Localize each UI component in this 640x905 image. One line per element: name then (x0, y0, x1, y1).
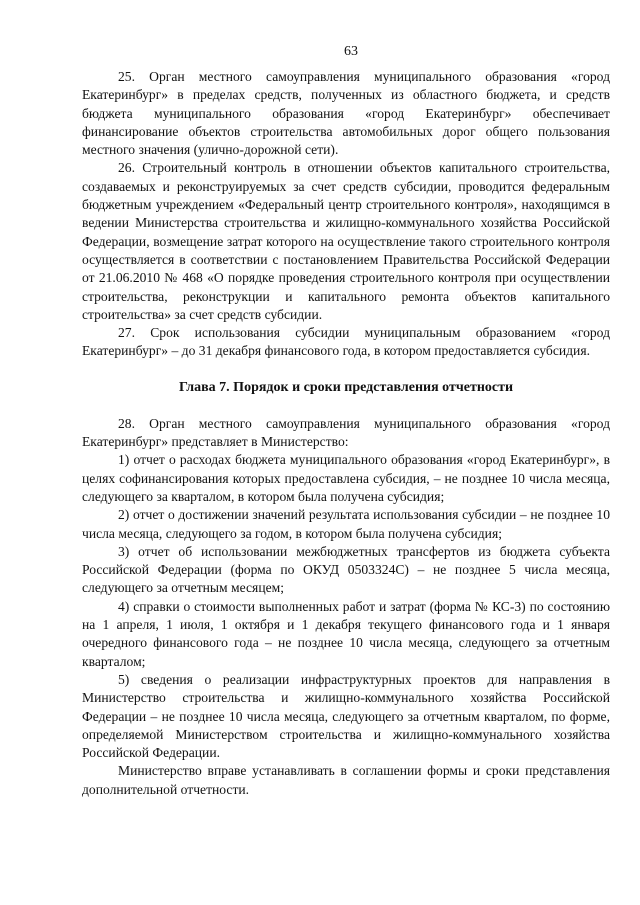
page-number: 63 (344, 44, 358, 59)
paragraph-28: 28. Орган местного самоуправления муниципального образования «город Екатеринбург» представляет в Министерство: (82, 415, 610, 450)
paragraph-26: 26. Строительный контроль в отношении объектов капитального строительства, создаваемых и реконструируемых за счет средств субсидии, проводится федеральным бюджетным учреждением «Федеральный центр строительного контроля», находящимся в ведении Министерства строительства и жилищно-коммунального хозяйства Российской Федерации, возмещение затрат которого на осуществление такого строительного контроля осуществляется в соответствии с постановлением Правительства Российской Федерации от 21.06.2010 № 468 «О порядке проведения строительного контроля при осуществлении строительства, реконструкции и капитального ремонта объектов капитального строительства» за счет средств субсидии. (82, 160, 610, 322)
list-item-3: 3) отчет об использовании межбюджетных трансфертов из бюджета субъекта Российской Федерации (форма по ОКУД 0503324С) – не позднее 5 числа месяца, следующего за отчетным месяцем; (82, 543, 610, 596)
list-item-5: 5) сведения о реализации инфраструктурных проектов для направления в Министерство строительства и жилищно-коммунального хозяйства Российской Федерации – не позднее 10 числа месяца, следующего за отчетным кварталом, по форме, определяемой Министерством строительства и жилищно-коммунального хозяйства Российской Федерации. (82, 671, 610, 761)
list-item-4: 4) справки о стоимости выполненных работ и затрат (форма № КС-3) по состоянию на 1 апреля, 1 июля, 1 октября и 1 декабря текущего финансового года и 1 января очередного финансового года – не позднее 10 числа месяца, следующего за отчетным кварталом; (82, 598, 610, 669)
ministry-note-paragraph: Министерство вправе устанавливать в соглашении формы и сроки представления дополнительной отчетности. (82, 763, 610, 797)
paragraph-27: 27. Срок использования субсидии муниципальным образованием «город Екатеринбург» – до 31 декабря финансового года, в котором предоставляется субсидия. (82, 325, 610, 359)
list-item-2: 2) отчет о достижении значений результата использования субсидии – не позднее 10 числа месяца, следующего за годом, в котором была получена субсидия; (82, 507, 610, 541)
list-item-1: 1) отчет о расходах бюджета муниципального образования «город Екатеринбург», в целях софинансирования которых предоставлена субсидия, – не позднее 10 числа месяца, следующего за кварталом, в котором была получена субсидия; (82, 452, 610, 504)
chapter-7-heading: Глава 7. Порядок и сроки представления отчетности (178, 379, 514, 395)
paragraph-25: 25. Орган местного самоуправления муниципального образования «город Екатеринбург» в пределах средств, полученных из областного бюджета, и средств бюджета муниципального образования «город Екатеринбург» обеспечивает финансирование объектов строительства автомобильных дорог общего пользования местного значения (улично-дорожной сети). (82, 69, 610, 158)
